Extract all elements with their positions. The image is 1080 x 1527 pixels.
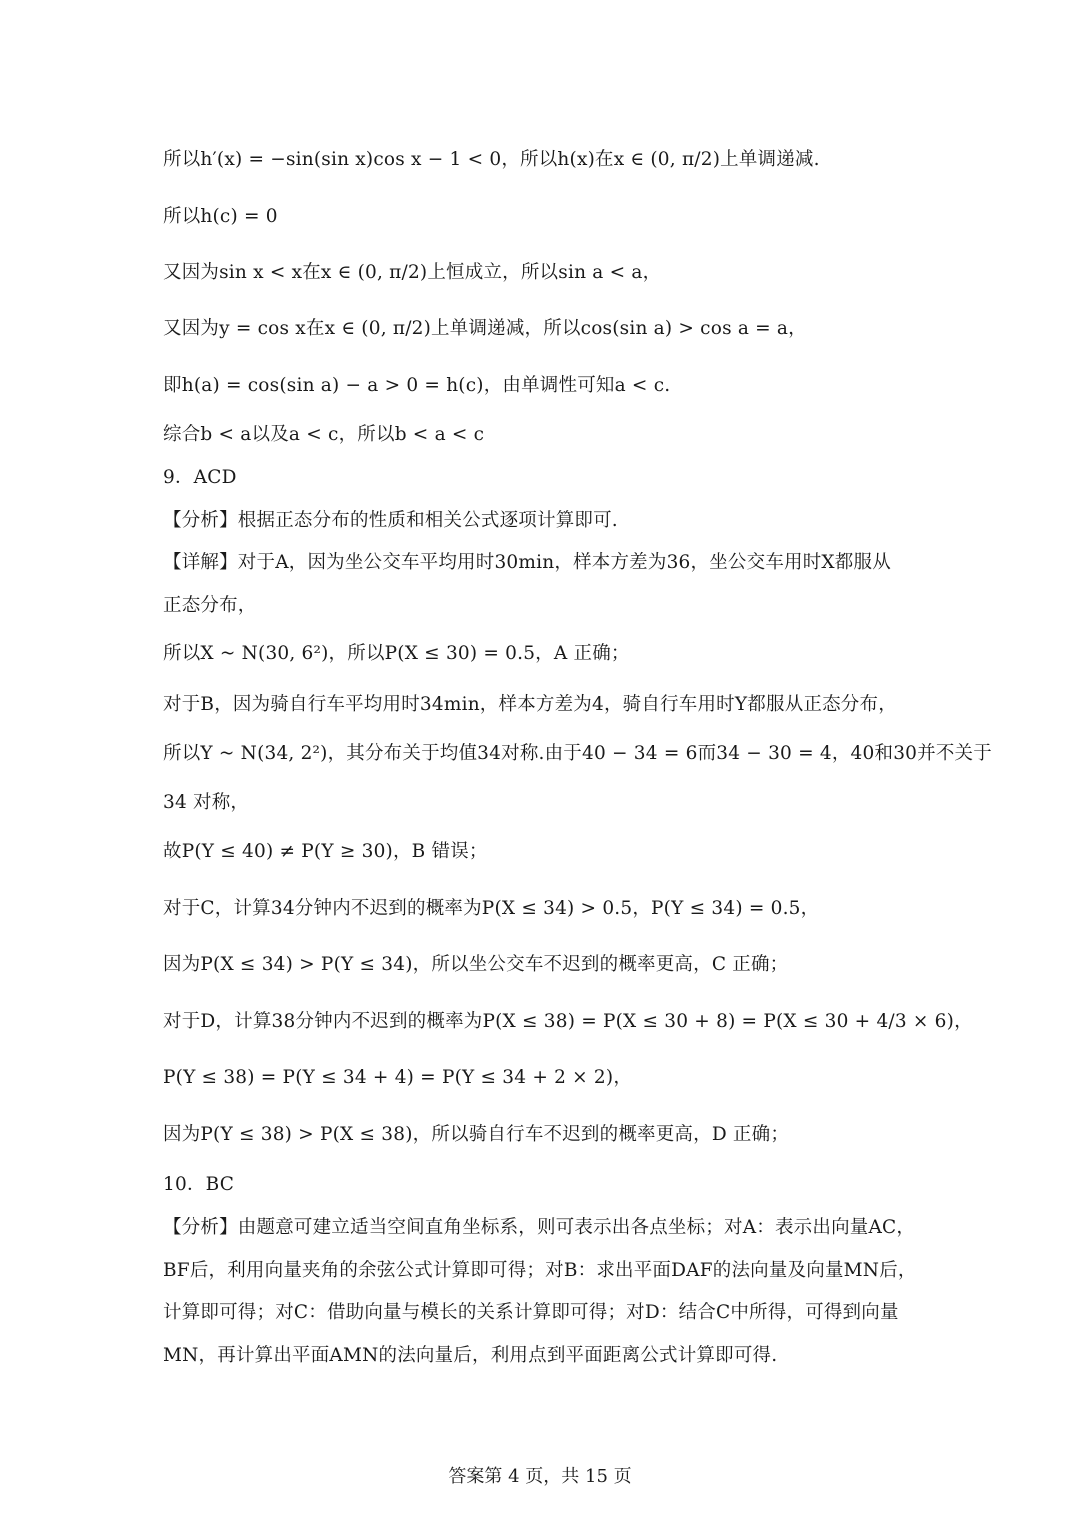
answer-heading: 9．ACD [163,467,237,488]
text-line: 34 对称， [163,792,250,813]
text-line: 所以h(c) = 0 [163,206,278,227]
text-line: 综合b < a以及a < c，所以b < a < c [163,424,485,445]
text-line: 因为P(X ≤ 34) > P(Y ≤ 34)，所以坐公交车不迟到的概率更高，C 正确； [163,954,789,975]
text-line: 即h(a) = cos(sin a) − a > 0 = h(c)，由单调性可知a < c. [163,375,671,396]
text-line: 对于C，计算34分钟内不迟到的概率为P(X ≤ 34) > 0.5，P(Y ≤ 34) = 0.5， [163,898,820,919]
text-line: BF后，利用向量夹角的余弦公式计算即可得；对B：求出平面DAF的法向量及向量MN后， [163,1260,917,1281]
page-footer: 答案第 4 页，共 15 页 [448,1466,632,1487]
text-line: 因为P(Y ≤ 38) > P(X ≤ 38)，所以骑自行车不迟到的概率更高，D 正确； [163,1124,790,1145]
text-line: 又因为sin x < x在x ∈ (0, π/2)上恒成立，所以sin a < a， [163,262,662,283]
text-line: 所以X ~ N(30, 6²)，所以P(X ≤ 30) = 0.5，A 正确； [163,643,630,664]
analysis-line: 【分析】由题意可建立适当空间直角坐标系，则可表示出各点坐标；对A：表示出向量AC， [163,1217,916,1238]
text-line: MN，再计算出平面AMN的法向量后，利用点到平面距离公式计算即可得. [163,1345,778,1366]
analysis-line: 【分析】根据正态分布的性质和相关公式逐项计算即可. [163,510,618,531]
answer-heading: 10．BC [163,1174,235,1195]
text-line: 正态分布， [163,595,257,616]
text-line: 故P(Y ≤ 40) ≠ P(Y ≥ 30)，B 错误； [163,841,488,862]
detail-line: 【详解】对于A，因为坐公交车平均用时30min，样本方差为36，坐公交车用时X都服从 [163,552,891,573]
text-line: 对于D，计算38分钟内不迟到的概率为P(X ≤ 38) = P(X ≤ 30 + 8) = P(X ≤ 30 + 4/3 × 6)， [163,1011,973,1032]
text-line: 所以h′(x) = −sin(sin x)cos x − 1 < 0，所以h(x)在x ∈ (0, π/2)上单调递减. [163,149,820,170]
text-line: 所以Y ~ N(34, 2²)，其分布关于均值34对称.由于40 − 34 = 6而34 − 30 = 4，40和30并不关于 [163,743,992,764]
text-line: P(Y ≤ 38) = P(Y ≤ 34 + 4) = P(Y ≤ 34 + 2 × 2)， [163,1067,633,1088]
text-line: 又因为y = cos x在x ∈ (0, π/2)上单调递减，所以cos(sin a) > cos a = a， [163,318,807,339]
text-line: 计算即可得；对C：借助向量与模长的关系计算即可得；对D：结合C中所得，可得到向量 [163,1302,899,1323]
text-line: 对于B，因为骑自行车平均用时34min，样本方差为4，骑自行车用时Y都服从正态分布， [163,694,897,715]
